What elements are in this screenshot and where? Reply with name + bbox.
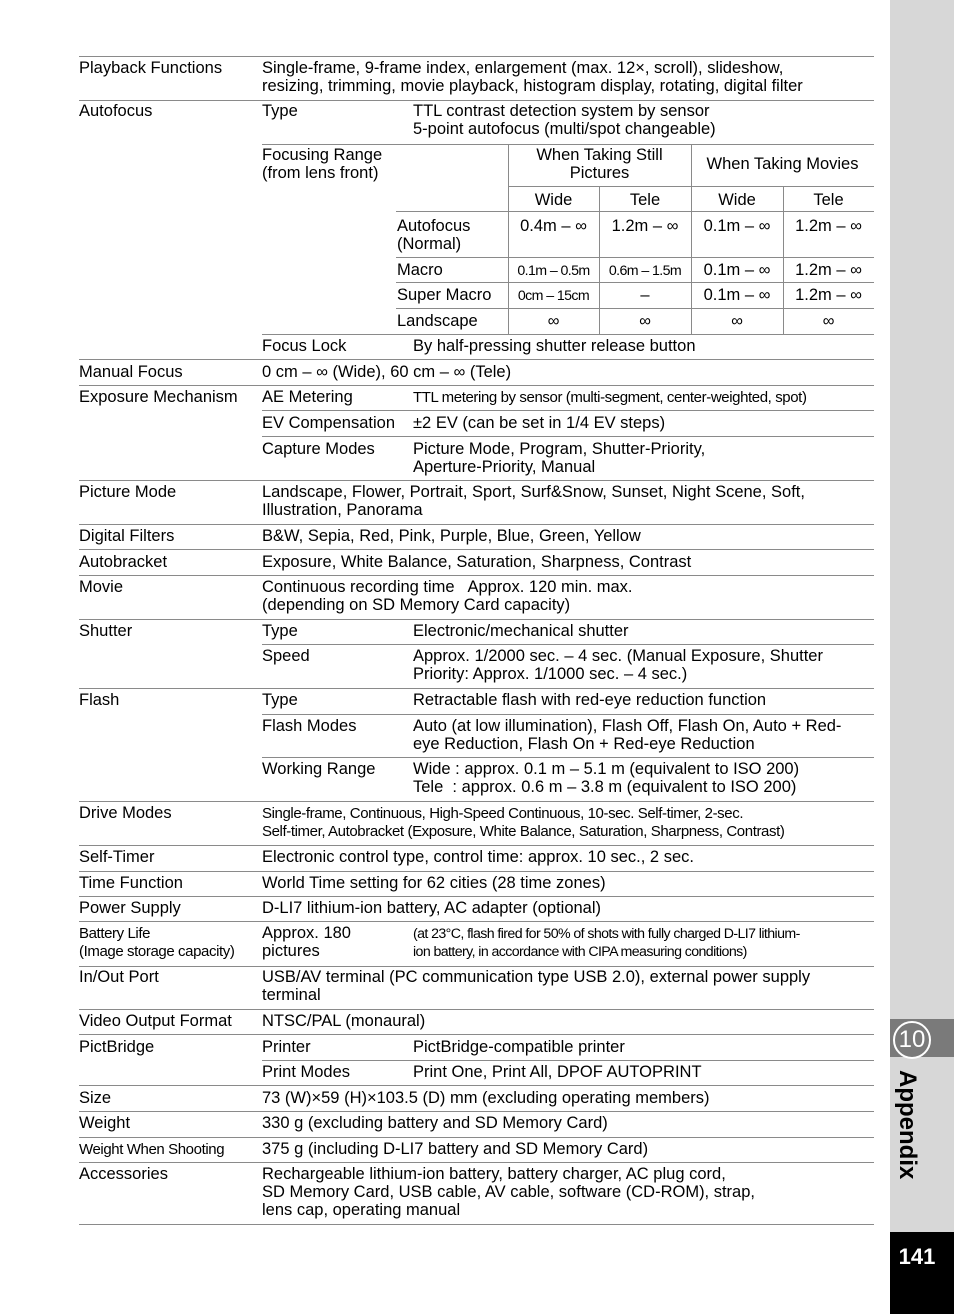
column-header: Pictures [569,164,630,182]
row-value: SD Memory Card, USB cable, AV cable, software (CD-ROM), strap, [262,1183,755,1201]
range-cell: 1.2m – ∞ [795,261,862,279]
column-header: Tele [813,191,844,209]
row-label: Shutter [79,622,133,640]
row-value: ±2 EV (can be set in 1/4 EV steps) [413,414,666,432]
range-mode: Landscape [397,312,478,330]
column-header: When Taking Movies [706,155,859,173]
row-divider [262,644,874,645]
sub-label: Printer [262,1038,311,1056]
sub-label: Focus Lock [262,337,347,355]
sub-label: AE Metering [262,388,353,406]
row-divider [262,334,874,335]
sub-label: (from lens front) [262,164,379,182]
range-cell: 0.1m – ∞ [703,286,771,304]
row-label: Digital Filters [79,527,175,545]
row-value: Exposure, White Balance, Saturation, Sharpness, Contrast [262,553,692,571]
row-value: terminal [262,986,321,1004]
range-mode: Macro [397,261,443,279]
row-divider [79,845,874,846]
row-label: Manual Focus [79,363,183,381]
range-cell: 0.1m – ∞ [703,261,771,279]
row-label: In/Out Port [79,968,159,986]
row-value: (depending on SD Memory Card capacity) [262,596,571,614]
sub-label: Speed [262,647,310,665]
row-value: D-LI7 lithium-ion battery, AC adapter (optional) [262,899,602,917]
range-cell: 0cm – 15cm [517,288,590,304]
row-divider [79,1162,874,1163]
row-label: Weight [79,1114,131,1132]
row-note: ion battery, in accordance with CIPA measuring conditions) [413,944,747,960]
row-value: Wide : approx. 0.1 m – 5.1 m (equivalent to ISO 200) [413,760,800,778]
row-value: World Time setting for 62 cities (28 time zones) [262,874,606,892]
range-cell: 1.2m – ∞ [611,217,679,235]
row-divider [262,436,874,437]
row-value: lens cap, operating manual [262,1201,461,1219]
range-cell: ∞ [822,312,835,330]
sub-label: EV Compensation [262,414,395,432]
row-label: Drive Modes [79,804,172,822]
row-value: 330 g (excluding battery and SD Memory Card) [262,1114,608,1132]
row-value: Rechargeable lithium-ion battery, battery charger, AC plug cord, [262,1165,726,1183]
row-divider [79,1137,874,1138]
column-header: Wide [534,191,573,209]
row-value: PictBridge-compatible printer [413,1038,625,1056]
row-value: B&W, Sepia, Red, Pink, Purple, Blue, Green, Yellow [262,527,641,545]
row-value: Electronic/mechanical shutter [413,622,629,640]
row-value: eye Reduction, Flash On + Red-eye Reduction [413,735,755,753]
row-label: Time Function [79,874,183,892]
row-divider [262,410,874,411]
row-divider [79,1009,874,1010]
row-value: Approx. 1/2000 sec. – 4 sec. (Manual Exposure, Shutter [413,647,823,665]
row-divider [79,896,874,897]
row-divider [79,688,874,689]
range-mode: (Normal) [397,235,462,253]
row-divider [262,714,874,715]
column-header: When Taking Still [536,146,663,164]
row-value: Print One, Print All, DPOF AUTOPRINT [413,1063,702,1081]
row-divider [79,1111,874,1112]
row-value: USB/AV terminal (PC communication type USB 2.0), external power supply [262,968,811,986]
sub-label: Flash Modes [262,717,357,735]
row-divider [79,1085,874,1086]
row-divider [262,1060,874,1061]
row-value: TTL contrast detection system by sensor [413,102,710,120]
row-label: Battery Life [79,925,151,942]
sub-label: Working Range [262,760,376,778]
row-label: Self-Timer [79,848,155,866]
chapter-title [893,1070,921,1200]
row-value: Aperture-Priority, Manual [413,458,596,476]
row-value: Picture Mode, Program, Shutter-Priority, [413,440,706,458]
row-label: (Image storage capacity) [79,943,235,960]
column-header: Wide [718,191,756,209]
chapter-number: 10 [893,1021,931,1059]
row-label: Autobracket [79,553,168,571]
row-value: 375 g (including D-LI7 battery and SD Memory Card) [262,1140,649,1158]
sub-label: Capture Modes [262,440,375,458]
row-label: Movie [79,578,124,596]
row-divider [79,966,874,967]
row-divider [79,1224,874,1225]
row-divider [79,549,874,550]
row-label: PictBridge [79,1038,155,1056]
row-divider [396,308,874,309]
row-label: Playback Functions [79,59,223,77]
range-cell: – [640,286,650,304]
row-label: Accessories [79,1165,168,1183]
row-value: Continuous recording time Approx. 120 min. max. [262,578,633,596]
page-number: 141 [898,1244,936,1269]
row-divider [79,480,874,481]
row-divider [79,801,874,802]
row-divider [79,1034,874,1035]
row-value: Retractable flash with red-eye reduction function [413,691,767,709]
range-cell: 0.1m – ∞ [703,217,771,235]
range-cell: 0.4m – ∞ [520,217,587,235]
row-value: 73 (W)×59 (H)×103.5 (D) mm (excluding operating members) [262,1089,710,1107]
row-value: resizing, trimming, movie playback, histogram display, rotating, digital filter [262,77,803,95]
row-label: Flash [79,691,120,709]
row-divider [79,385,874,386]
row-value: Self-timer, Autobracket (Exposure, White Balance, Saturation, Sharpness, Contrast) [262,823,785,840]
row-value: Approx. 180 [262,924,351,942]
row-label: Exposure Mechanism [79,388,238,406]
range-cell: 1.2m – ∞ [795,217,862,235]
row-label: Video Output Format [79,1012,232,1030]
row-divider [79,524,874,525]
row-divider [79,575,874,576]
row-value: Single-frame, 9-frame index, enlargement (max. 12×, scroll), slideshow, [262,59,784,77]
range-cell: 1.2m – ∞ [795,286,862,304]
row-divider [79,56,874,57]
row-label: Picture Mode [79,483,177,501]
row-value: Electronic control type, control time: approx. 10 sec., 2 sec. [262,848,694,866]
row-divider [262,144,874,145]
row-divider [396,211,874,212]
sub-label: Type [262,102,298,120]
row-divider [262,757,874,758]
range-cell: 0.6m – 1.5m [608,263,682,279]
row-value: NTSC/PAL (monaural) [262,1012,426,1030]
row-value: By half-pressing shutter release button [413,337,696,355]
range-cell: ∞ [731,312,743,330]
column-header: Tele [629,191,661,209]
row-value: 5-point autofocus (multi/spot changeable) [413,120,716,138]
row-value: Landscape, Flower, Portrait, Sport, Surf&Snow, Sunset, Night Scene, Soft, [262,483,805,501]
row-value: TTL metering by sensor (multi-segment, center-weighted, spot) [413,389,807,406]
row-value: Single-frame, Continuous, High-Speed Continuous, 10-sec. Self-timer, 2-sec. [262,805,744,822]
row-divider [396,282,874,283]
row-divider [396,257,874,258]
row-note: (at 23°C, flash fired for 50% of shots with fully charged D-LI7 lithium- [413,926,800,942]
sub-label: Focusing Range [262,146,383,164]
range-cell: ∞ [547,312,560,330]
row-label: Power Supply [79,899,181,917]
row-value: Illustration, Panorama [262,501,423,519]
range-mode: Super Macro [397,286,492,304]
row-label: Size [79,1089,112,1107]
row-value: Auto (at low illumination), Flash Off, Flash On, Auto + Red- [413,717,842,735]
range-cell: ∞ [639,312,651,330]
sub-label: Print Modes [262,1063,351,1081]
row-divider [79,921,874,922]
row-divider [79,871,874,872]
row-divider [79,100,874,101]
sub-label: Type [262,622,298,640]
range-mode: Autofocus [397,217,471,235]
row-label: Autofocus [79,102,153,120]
row-divider [79,359,874,360]
range-cell: 0.1m – 0.5m [517,263,590,279]
row-value: 0 cm – ∞ (Wide), 60 cm – ∞ (Tele) [262,363,512,381]
row-value: Priority: Approx. 1/1000 sec. – 4 sec.) [413,665,688,683]
row-value: Tele : approx. 0.6 m – 3.8 m (equivalent to ISO 200) [413,778,797,796]
row-label: Weight When Shooting [79,1141,225,1158]
sub-label: Type [262,691,298,709]
row-value: pictures [262,942,320,960]
chapter-title-text: Appendix [894,1070,921,1180]
row-divider [79,619,874,620]
